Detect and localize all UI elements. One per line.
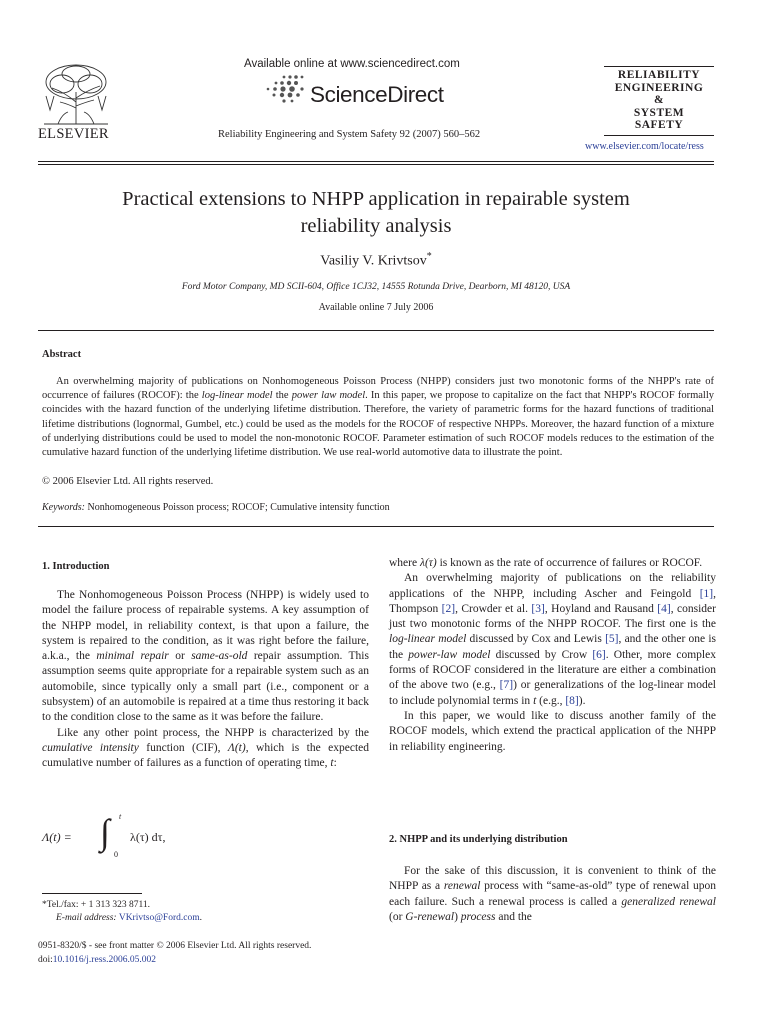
citation-link-6[interactable]: [6]	[592, 648, 606, 661]
citation-link-7[interactable]: [7]	[499, 679, 514, 692]
text-run: ).	[578, 694, 586, 707]
text-run: is known as the rate of occurrence of failures or ROCOF.	[436, 557, 703, 569]
journal-title-line: SYSTEM	[633, 106, 685, 119]
keywords-label: Keywords:	[42, 502, 85, 513]
emphasis: generalized renewal	[621, 895, 716, 908]
equation-upper-limit: t	[119, 812, 122, 821]
journal-title-line: ENGINEERING	[614, 81, 704, 94]
abstract-text	[42, 375, 714, 460]
abstract-emphasis: log-linear model	[201, 390, 273, 402]
paragraph	[389, 571, 716, 709]
emphasis: G-renewal	[405, 910, 455, 923]
citation-link-4[interactable]: [4]	[657, 602, 671, 615]
emphasis: log-linear model	[389, 633, 467, 646]
abstract-top-rule	[38, 330, 714, 331]
emphasis: minimal repair	[96, 650, 169, 663]
equation-cif	[42, 812, 372, 862]
text-run: or	[168, 650, 192, 663]
emphasis: power-law model	[408, 648, 491, 661]
text-run: An overwhelming majority of publications on the reliability applications of the NHPP, including Ascher and Feingold	[389, 572, 716, 600]
header-rule	[38, 161, 714, 162]
text-run: . Other, more complex forms of ROCOF considered in the literature are either a combination of the above two (e.g.,	[389, 648, 716, 692]
text-run: and the	[495, 910, 532, 923]
author-footnote-mark: *	[426, 251, 432, 262]
emphasis: t	[533, 694, 537, 707]
text-run: discussed by Cox and Lewis	[466, 633, 606, 646]
text-run: discussed by Crow	[490, 648, 593, 661]
email-label: E-mail address:	[56, 913, 117, 923]
text-run: For the sake of this discussion, it is convenient to think of the NHPP as a	[389, 865, 716, 893]
text-run: where	[389, 557, 420, 569]
doi-link[interactable]: 10.1016/j.ress.2006.05.002	[52, 955, 156, 965]
section-heading-nhpp: 2. NHPP and its underlying distribution	[389, 834, 568, 845]
text-run: , Hoyland and Rausand	[544, 602, 658, 615]
citation-link-1[interactable]: [1]	[699, 587, 714, 600]
abstract-text-run: An overwhelming majority of publications on Nonhomogeneous Poisson Process (NHPP) considers just two monotonic forms of the NHPP's rate of occurrence of failures (ROCOF): the	[42, 376, 714, 402]
journal-title-line: &	[653, 94, 665, 106]
elsevier-tree-logo	[38, 62, 114, 126]
equation-integrand: λ(τ) dτ,	[130, 830, 166, 844]
emphasis: Λ(t)	[227, 741, 246, 754]
text-run: repair assumption. This assumption seems quite appropriate for a repairable system such as an automobile, since typically only a small part (i.e., component or a subsystem) of an automobile is repaired at a time thus restoring it back to the condition close to the same as it was before the failure.	[42, 650, 369, 724]
equation-lower-limit: 0	[114, 850, 118, 859]
abstract-heading: Abstract	[42, 349, 82, 360]
abstract-text-run: the	[272, 390, 292, 402]
emphasis: renewal	[443, 880, 481, 893]
text-run: function (CIF),	[138, 741, 228, 754]
footnote-rule	[42, 893, 142, 894]
journal-title-line: RELIABILITY	[617, 69, 701, 81]
text-run: ) or generalizations of the log-linear model to include polynomial terms in	[389, 679, 717, 707]
publisher-name: ELSEVIER	[38, 126, 109, 142]
abstract-bottom-rule	[38, 526, 714, 527]
left-column-body	[42, 588, 369, 772]
email-link[interactable]: VKrivtso@Ford.com	[118, 913, 200, 923]
available-online-banner: Available online at www.sciencedirect.com	[244, 58, 460, 70]
text-run: process with “same-as-old” type of renewal upon each failure. Such a renewal process is called a	[389, 880, 716, 908]
text-run: , and the other one is the	[389, 633, 716, 661]
author-affiliation: Ford Motor Company, MD SCII-604, Office 1CJ32, 14555 Rotunda Drive, Dearborn, MI 48120, USA	[181, 282, 571, 292]
issn-line: 0951-8320/$ - see front matter © 2006 Elsevier Ltd. All rights reserved.	[38, 941, 312, 951]
text-run: , Thompson	[389, 587, 716, 615]
sciencedirect-wordmark: ScienceDirect	[310, 82, 444, 107]
text-run: (e.g.,	[536, 694, 566, 707]
citation-link-8[interactable]: [8]	[565, 694, 579, 707]
author-name-text: Vasiliy V. Krivtsov	[320, 253, 427, 269]
emphasis: λ(τ)	[419, 557, 437, 569]
integral-sign: ∫	[100, 812, 110, 852]
journal-title-block	[604, 69, 714, 132]
abstract-copyright: © 2006 Elsevier Ltd. All rights reserved.	[42, 476, 214, 487]
header-rule	[38, 164, 714, 165]
footnote-tel: *Tel./fax: + 1 313 323 8711.	[42, 900, 151, 910]
footnote-email	[56, 912, 386, 925]
journal-box-top-rule	[604, 66, 714, 67]
article-title-line: reliability analysis	[300, 215, 452, 237]
abstract-emphasis: power law model	[291, 390, 366, 402]
right-column-section2-body	[389, 864, 716, 925]
emphasis: cumulative intensity	[42, 741, 139, 754]
journal-box-bottom-rule	[604, 135, 714, 136]
article-title	[38, 186, 714, 240]
text-run: )	[454, 910, 461, 923]
doi-label: doi:	[38, 955, 53, 965]
journal-title-line: SAFETY	[634, 119, 684, 131]
text-run: , consider just two monotonic forms of the NHPP ROCOF. The first one is the	[389, 602, 716, 631]
journal-url-link[interactable]: www.elsevier.com/locate/ress	[585, 141, 704, 152]
emphasis: t	[330, 757, 334, 770]
emphasis: process	[460, 910, 496, 923]
right-column-body	[389, 556, 716, 755]
paragraph: In this paper, we would like to discuss another family of the ROCOF models, which extend the practical application of the NHPP in reliability engineering.	[389, 709, 716, 753]
citation-link-3[interactable]: [3]	[531, 602, 545, 615]
sciencedirect-dots-icon	[262, 74, 310, 104]
abstract-text-run: . In this paper, we propose to capitalize on the fact that NHPP's ROCOF formally coincides with the hazard function of the underlying lifetime distribution. Therefore, the variety of parametric forms for the hazard functions of traditional lifetime distributions (lognormal, Gumbel, etc.) could be used as the models for the ROCOF of respective NHPPs. Moreover, the hazard function of a mixture of underlying distributions could be used to model the non-monotonic ROCOF. Parameter estimation of such ROCOF models reduces to the estimation of the cumulative hazard function of the underlying lifetime distribution. We use real-world automotive data to illustrate the point.	[42, 390, 715, 459]
citation-link-2[interactable]: [2]	[441, 602, 456, 615]
paragraph	[389, 556, 716, 571]
text-run: Like any other point process, the NHPP is characterized by the	[57, 726, 369, 739]
text-run: :	[333, 757, 337, 770]
paragraph	[42, 726, 369, 772]
article-title-line: Practical extensions to NHPP application in repairable system	[122, 188, 630, 210]
text-run: .	[199, 913, 202, 923]
text-run: The Nonhomogeneous Poisson Process (NHPP) is widely used to model the failure process of repairable systems. A key assumption of the NHPP model, in reliability context, is that upon a failure, the system is repaired to the condition, as it was right before the failure, a.k.a., the	[42, 589, 369, 663]
author-name	[38, 251, 714, 270]
equation-lhs: Λ(t) =	[42, 830, 72, 844]
citation-link-5[interactable]: [5]	[605, 633, 619, 646]
doi-line	[38, 954, 438, 967]
text-run: (or	[389, 910, 406, 923]
paragraph	[42, 588, 369, 726]
journal-citation: Reliability Engineering and System Safety 92 (2007) 560–562	[218, 129, 481, 140]
keywords-line	[42, 502, 390, 513]
text-run: , which is the expected cumulative number of failures as a function of operating time,	[42, 741, 369, 770]
paragraph	[389, 864, 716, 925]
emphasis: same-as-old	[191, 650, 248, 663]
text-run: , Crowder et al.	[455, 602, 532, 615]
section-heading-introduction: 1. Introduction	[42, 561, 110, 572]
keywords-list: Nonhomogeneous Poisson process; ROCOF; Cumulative intensity function	[84, 502, 390, 513]
available-online-date: Available online 7 July 2006	[318, 302, 434, 313]
